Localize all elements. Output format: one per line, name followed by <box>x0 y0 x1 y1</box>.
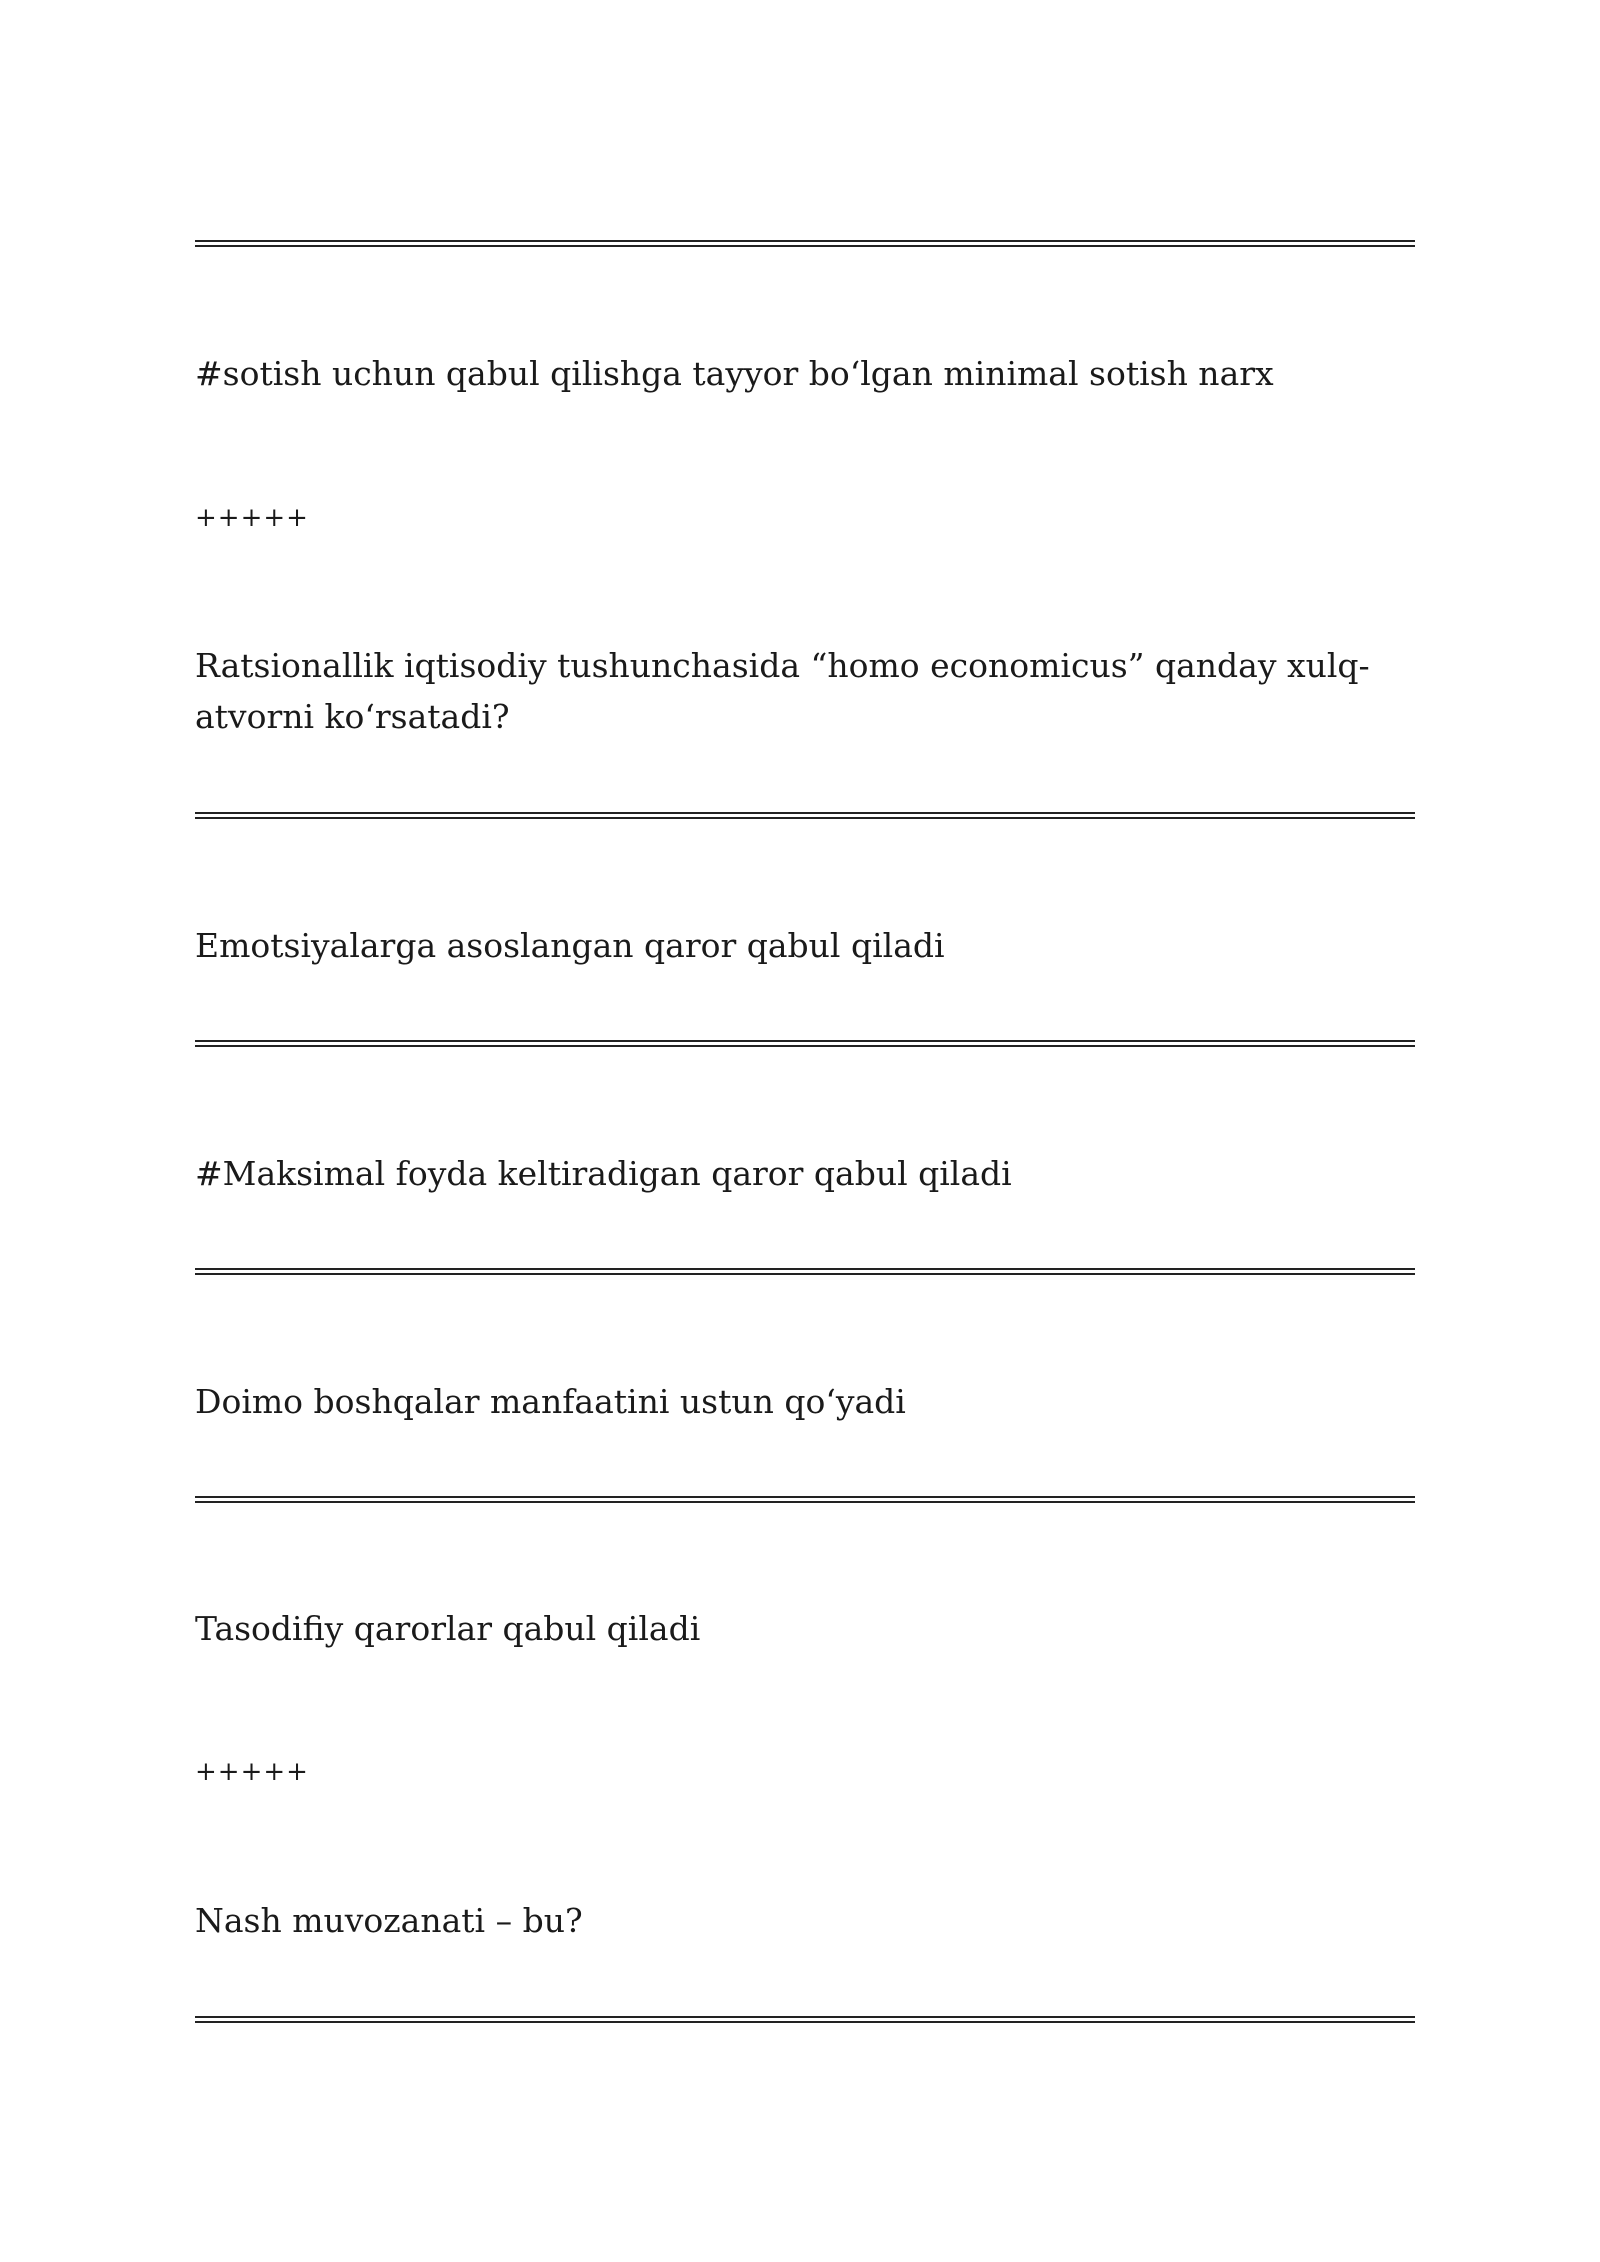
double-rule <box>195 240 1415 247</box>
double-rule <box>195 812 1415 819</box>
double-rule <box>195 1040 1415 1047</box>
question-text: Ratsionallik iqtisodiy tushunchasida “homo economicus” qanday xulq-atvorni ko‘rsatadi? <box>195 646 1370 736</box>
separator-marker: +++++ <box>195 1757 309 1787</box>
option-text: Emotsiyalarga asoslangan qaror qabul qiladi <box>195 926 945 965</box>
separator-marker: +++++ <box>195 503 309 533</box>
question-text: Nash muvozanati – bu? <box>195 1901 583 1940</box>
double-rule <box>195 1496 1415 1503</box>
option-text: Doimo boshqalar manfaatini ustun qo‘yadi <box>195 1382 906 1421</box>
option-text: Tasodifiy qarorlar qabul qiladi <box>195 1609 701 1648</box>
double-rule <box>195 1268 1415 1275</box>
document-page <box>195 0 1415 2262</box>
option-text-correct: #Maksimal foyda keltiradigan qaror qabul qiladi <box>195 1154 1012 1193</box>
double-rule <box>195 2016 1415 2023</box>
correct-answer-text: #sotish uchun qabul qilishga tayyor bo‘lgan minimal sotish narx <box>195 354 1274 393</box>
